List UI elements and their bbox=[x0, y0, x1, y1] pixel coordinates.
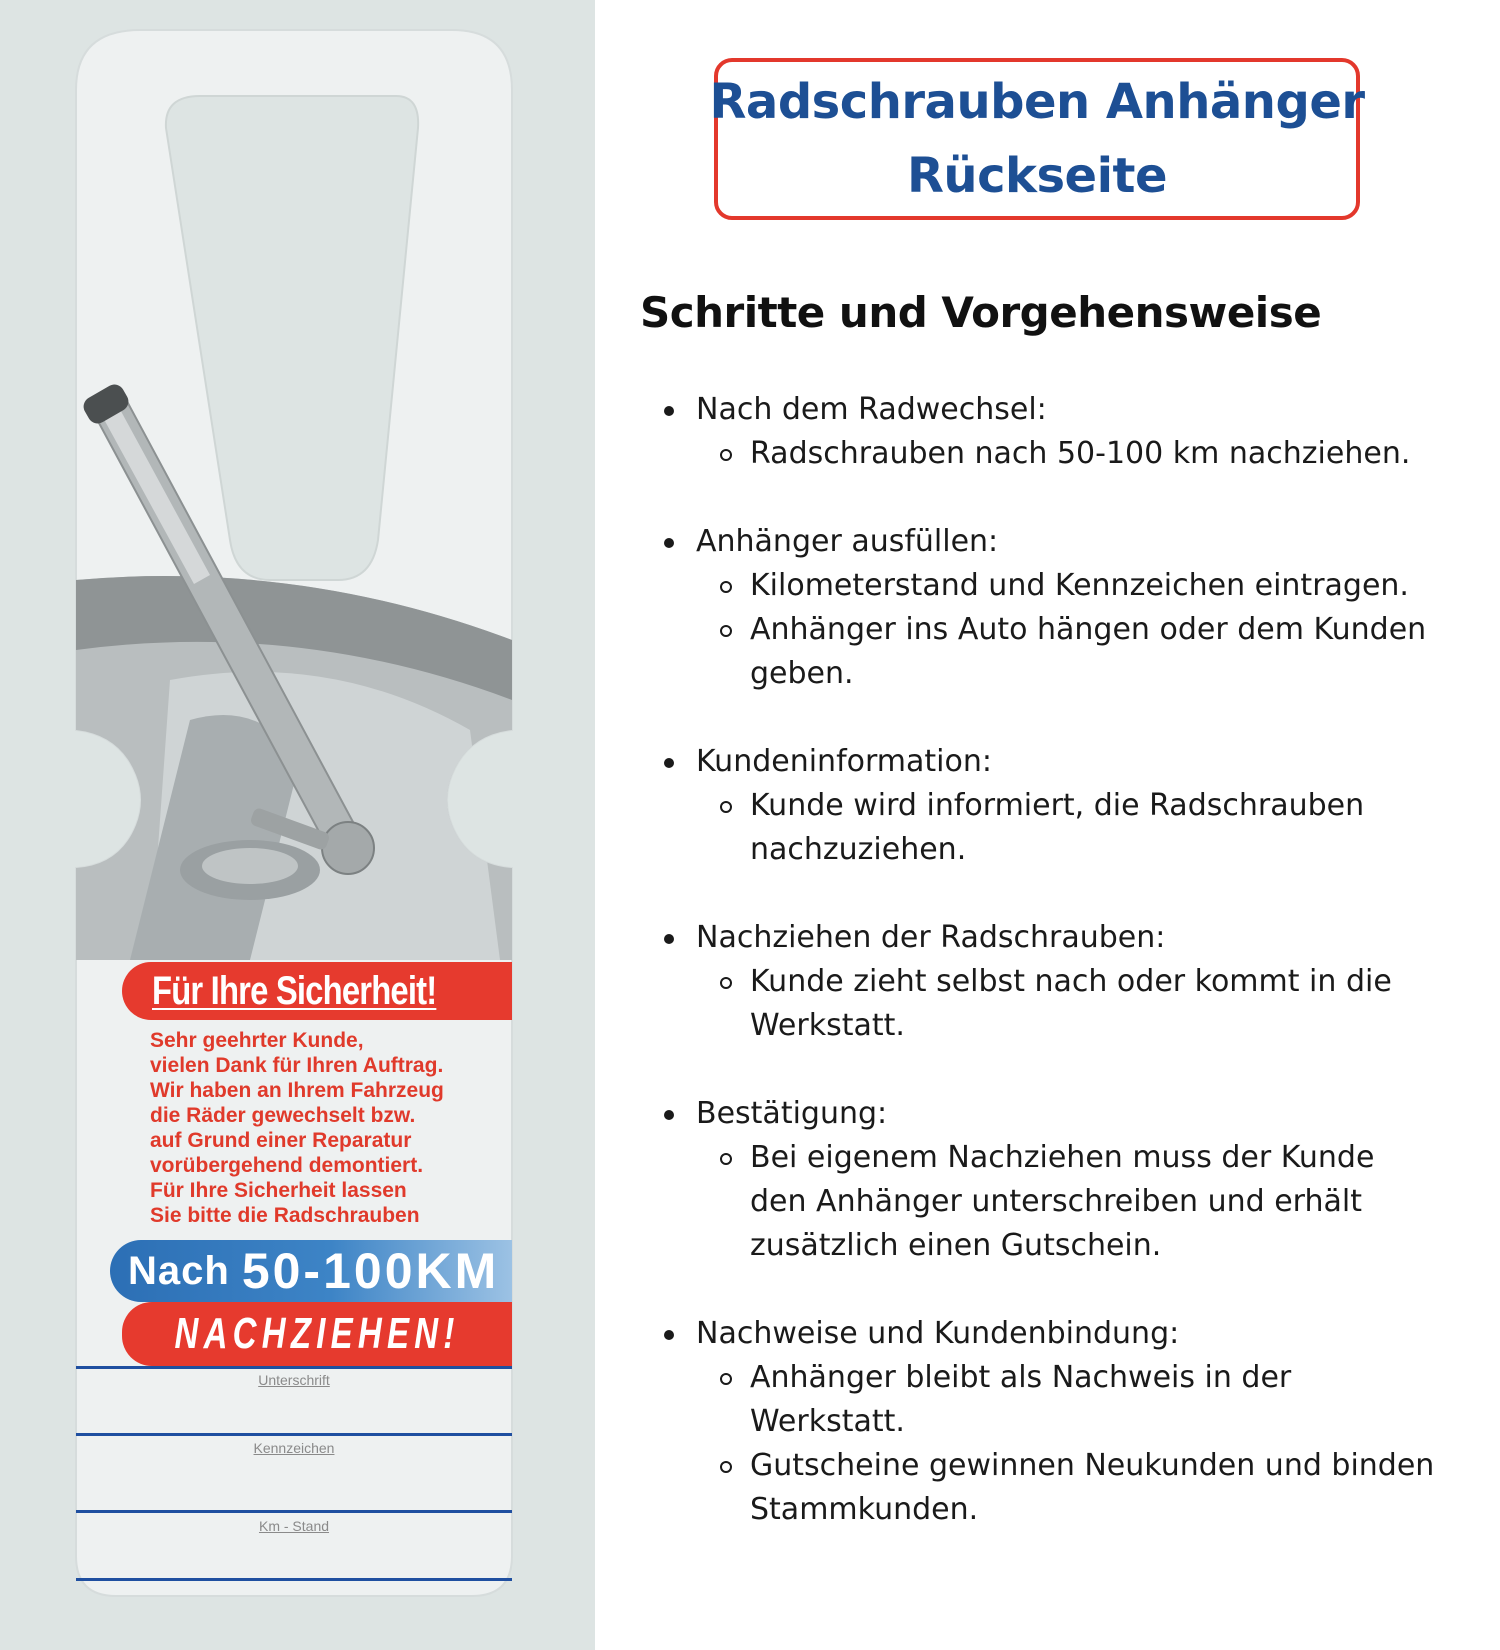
hanger-message bbox=[150, 1028, 495, 1228]
form-divider bbox=[76, 1578, 512, 1581]
step bbox=[640, 1312, 1440, 1532]
bullet-icon bbox=[664, 934, 674, 944]
sub-item: Kunde wird informiert, die Radschrauben nachzuziehen. bbox=[750, 788, 1365, 867]
sub-item: Kilometerstand und Kennzeichen eintragen. bbox=[750, 568, 1409, 603]
circle-bullet-icon bbox=[720, 449, 732, 461]
circle-bullet-icon bbox=[720, 801, 732, 813]
license-plate-field-label: Kennzeichen bbox=[253, 1440, 335, 1456]
circle-bullet-icon bbox=[720, 977, 732, 989]
message-line: Wir haben an Ihrem Fahrzeug bbox=[150, 1079, 444, 1102]
mileage-field-label: Km - Stand bbox=[258, 1518, 330, 1534]
step-label-wrapper bbox=[640, 1312, 1440, 1356]
sub-item: Anhänger bleibt als Nachweis in der Werkstatt. bbox=[750, 1360, 1292, 1439]
sub-item-wrapper bbox=[696, 960, 1440, 1048]
sub-list bbox=[640, 564, 1440, 696]
step-label-wrapper bbox=[640, 1092, 1440, 1136]
sub-item-wrapper bbox=[696, 1136, 1440, 1268]
message-line: vielen Dank für Ihren Auftrag. bbox=[150, 1054, 444, 1077]
message-line: vorübergehend demontiert. bbox=[150, 1154, 424, 1177]
step bbox=[640, 740, 1440, 872]
form-divider bbox=[76, 1510, 512, 1513]
sub-list bbox=[640, 1136, 1440, 1268]
step-label: Bestätigung: bbox=[696, 1096, 888, 1131]
step-label-wrapper bbox=[640, 388, 1440, 432]
section-heading: Schritte und Vorgehensweise bbox=[640, 288, 1322, 337]
safety-banner bbox=[122, 962, 512, 1020]
distance-label: 50-100KM bbox=[241, 1243, 500, 1299]
safety-title: Für Ihre Sicherheit! bbox=[152, 968, 437, 1013]
bullet-icon bbox=[664, 1110, 674, 1120]
action-banner bbox=[122, 1302, 512, 1366]
step-label: Kundeninformation: bbox=[696, 744, 992, 779]
circle-bullet-icon bbox=[720, 1153, 732, 1165]
sub-item-wrapper bbox=[696, 1444, 1440, 1532]
bullet-icon bbox=[664, 1330, 674, 1340]
steps-list bbox=[640, 388, 1440, 1576]
sub-item-wrapper bbox=[696, 608, 1440, 696]
signature-field-label: Unterschrift bbox=[258, 1372, 330, 1388]
message-line: auf Grund einer Reparatur bbox=[150, 1129, 412, 1152]
sub-item: Kunde zieht selbst nach oder kommt in die Werkstatt. bbox=[750, 964, 1392, 1043]
sub-item-wrapper bbox=[696, 432, 1440, 476]
form-divider bbox=[76, 1433, 512, 1436]
sub-item-wrapper bbox=[696, 1356, 1440, 1444]
circle-bullet-icon bbox=[720, 625, 732, 637]
step bbox=[640, 520, 1440, 696]
circle-bullet-icon bbox=[720, 581, 732, 593]
sub-list bbox=[640, 784, 1440, 872]
hanger-illustration bbox=[0, 0, 595, 1650]
step bbox=[640, 388, 1440, 476]
action-label: NACHZIEHEN! bbox=[174, 1309, 460, 1358]
message-line: Sehr geehrter Kunde, bbox=[150, 1029, 364, 1052]
left-panel bbox=[0, 0, 595, 1650]
step bbox=[640, 1092, 1440, 1268]
bullet-icon bbox=[664, 406, 674, 416]
step-label: Nachziehen der Radschrauben: bbox=[696, 920, 1166, 955]
title-box bbox=[709, 58, 1365, 220]
bullet-icon bbox=[664, 538, 674, 548]
circle-bullet-icon bbox=[720, 1461, 732, 1473]
sub-item: Radschrauben nach 50-100 km nachziehen. bbox=[750, 436, 1411, 471]
sub-list bbox=[640, 432, 1440, 476]
title-line-1: Radschrauben Anhänger bbox=[709, 74, 1365, 130]
step-label-wrapper bbox=[640, 520, 1440, 564]
sub-item: Gutscheine gewinnen Neukunden und binden Stammkunden. bbox=[750, 1448, 1435, 1527]
message-line: Sie bitte die Radschrauben bbox=[150, 1204, 420, 1227]
sub-item-wrapper bbox=[696, 564, 1440, 608]
sub-list bbox=[640, 960, 1440, 1048]
step-label: Nach dem Radwechsel: bbox=[696, 392, 1047, 427]
circle-bullet-icon bbox=[720, 1373, 732, 1385]
step-label-wrapper bbox=[640, 740, 1440, 784]
title-line-2: Rückseite bbox=[906, 148, 1168, 204]
sub-item-wrapper bbox=[696, 784, 1440, 872]
sub-list bbox=[640, 1356, 1440, 1532]
message-line: Für Ihre Sicherheit lassen bbox=[150, 1179, 407, 1202]
step bbox=[640, 916, 1440, 1048]
bullet-icon bbox=[664, 758, 674, 768]
sub-item: Bei eigenem Nachziehen muss der Kunde den Anhänger unterschreiben und erhält zusätzlich einen Gutschein. bbox=[750, 1140, 1375, 1263]
distance-banner bbox=[110, 1240, 512, 1302]
step-label-wrapper bbox=[640, 916, 1440, 960]
form-divider bbox=[76, 1366, 512, 1369]
message-line: die Räder gewechselt bzw. bbox=[150, 1104, 416, 1127]
step-label: Anhänger ausfüllen: bbox=[696, 524, 999, 559]
door-hanger bbox=[0, 0, 595, 1650]
step-label: Nachweise und Kundenbindung: bbox=[696, 1316, 1180, 1351]
sub-item: Anhänger ins Auto hängen oder dem Kunden geben. bbox=[750, 612, 1427, 691]
nach-label: Nach bbox=[128, 1248, 230, 1293]
